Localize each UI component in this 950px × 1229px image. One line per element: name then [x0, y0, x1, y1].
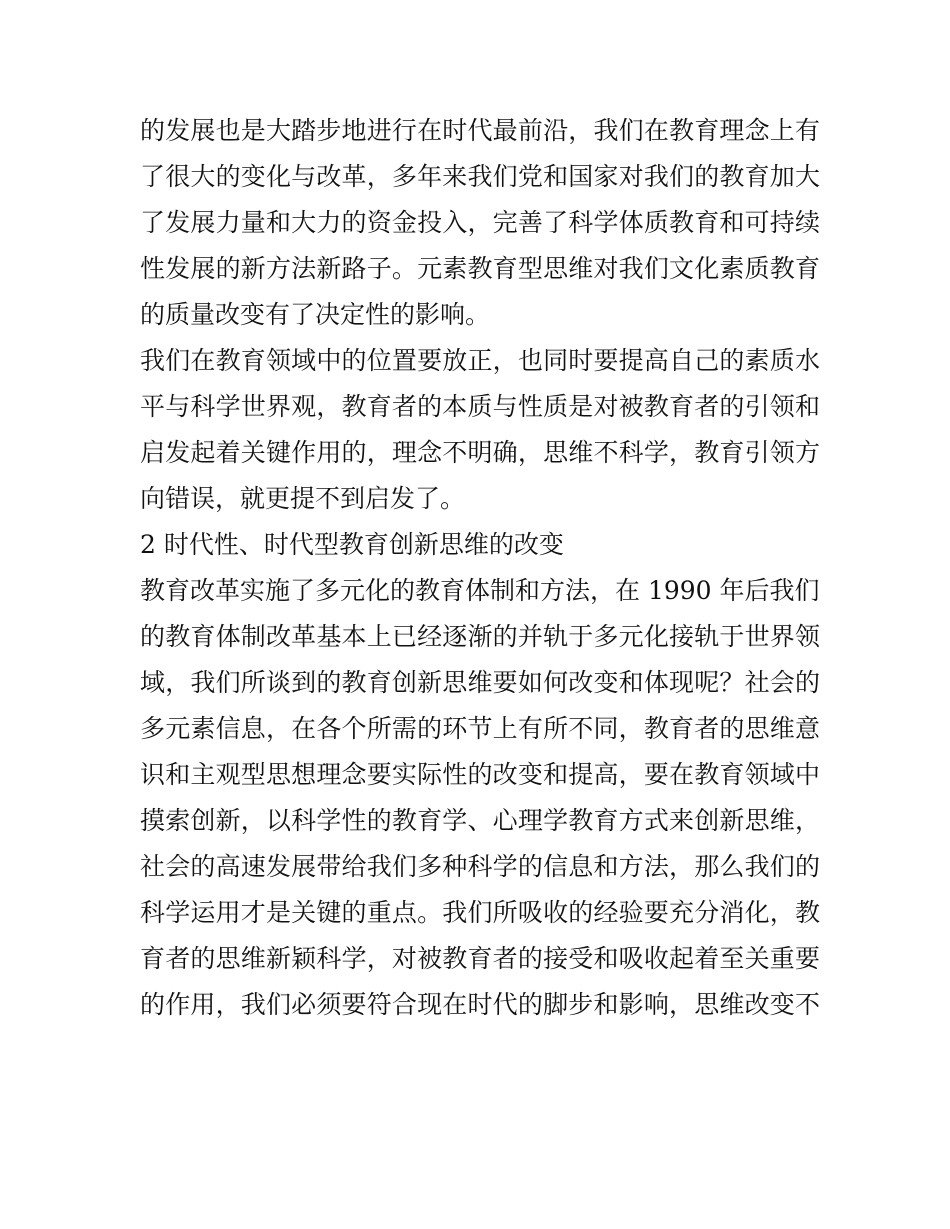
text-line: 摸索创新，以科学性的教育学、心理学教育方式来创新思维， — [140, 806, 820, 835]
text-line: 的作用，我们必须要符合现在时代的脚步和影响，思维改变不 — [140, 990, 820, 1019]
text-line: 识和主观型思想理念要实际性的改变和提高，要在教育领域中 — [140, 760, 820, 789]
text-line: 域，我们所谈到的教育创新思维要如何改变和体现呢？社会的 — [140, 668, 820, 697]
text-line: 育者的思维新颖科学，对被教育者的接受和吸收起着至关重要 — [140, 944, 820, 973]
text-line: 了发展力量和大力的资金投入，完善了科学体质教育和可持续 — [140, 208, 820, 237]
text-line: 社会的高速发展带给我们多种科学的信息和方法，那么我们的 — [140, 852, 820, 881]
text-line: 向错误，就更提不到启发了。 — [140, 484, 466, 513]
text-line: 启发起着关键作用的，理念不明确，思维不科学，教育引领方 — [140, 438, 820, 467]
text-line: 科学运用才是关键的重点。我们所吸收的经验要充分消化，教 — [140, 898, 820, 927]
text-line: 性发展的新方法新路子。元素教育型思维对我们文化素质教育 — [140, 254, 820, 283]
text-line: 多元素信息，在各个所需的环节上有所不同，教育者的思维意 — [140, 714, 820, 743]
text-line: 我们在教育领域中的位置要放正，也同时要提高自己的素质水 — [140, 346, 820, 375]
text-line: 的质量改变有了决定性的影响。 — [140, 300, 491, 329]
text-line: 的教育体制改革基本上已经逐渐的并轨于多元化接轨于世界领 — [140, 622, 820, 651]
text-line: 了很大的变化与改革，多年来我们党和国家对我们的教育加大 — [140, 162, 820, 191]
text-line: 教育改革实施了多元化的教育体制和方法，在 1990 年后我们 — [140, 576, 820, 605]
text-line: 的发展也是大踏步地进行在时代最前沿，我们在教育理念上有 — [140, 116, 820, 145]
body-text — [140, 108, 820, 1028]
text-line: 平与科学世界观，教育者的本质与性质是对被教育者的引领和 — [140, 392, 820, 421]
text-line: 2 时代性、时代型教育创新思维的改变 — [140, 530, 564, 559]
